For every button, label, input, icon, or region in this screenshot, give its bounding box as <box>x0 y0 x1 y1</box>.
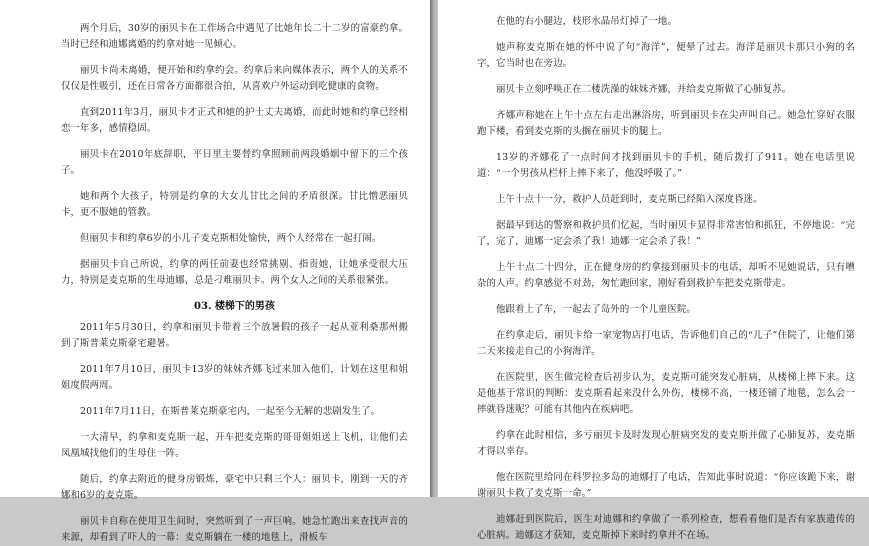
paragraph: 上午十点十一分，救护人员赶到时，麦克斯已经陷入深度昏迷。 <box>496 194 763 205</box>
paragraph: 2011年7月11日，在斯普莱克斯豪宅内，一起至今无解的悲剧发生了。 <box>80 406 380 417</box>
paragraph: 在医院里，医生做完检查后初步认为，麦克斯可能突发心脏病，从楼梯上摔下来。这是他基于常识的判断：麦克斯看起来没什么外伤，楼梯不高，一楼还铺了地毯，怎么会一摔就昏迷呢？可能有其他内在疾病吧。 <box>477 372 855 415</box>
paragraph: 在他的右小腿边，枝形水晶吊灯掉了一地。 <box>496 16 677 27</box>
paragraph: 丽贝卡尚未离婚，便开始和约拿约会。约拿后来向媒体表示，两个人的关系不仅仅是性吸引，还在日常各方面都很合拍，从喜欢户外运动到吃健康的食物。 <box>61 65 408 92</box>
paragraph: 丽贝卡自称在使用卫生间时，突然听到了一声巨响。她急忙跑出来查找声音的来源，却看到了吓人的一幕：麦克斯躺在一楼的地毯上，滑板车 <box>61 516 408 543</box>
paragraph: 齐娜声称她在上午十点左右走出淋浴房，听到丽贝卡在尖声叫自己。她急忙穿好衣服跑下楼，看到麦克斯的头搁在丽贝卡的腿上。 <box>477 110 855 137</box>
paragraph: 丽贝卡在2010年底辞职，平日里主要替约拿照顾前两段婚姻中留下的三个孩子。 <box>61 149 408 176</box>
paragraph: 13岁的齐娜花了一点时间才找到丽贝卡的手机，随后拨打了911。她在电话里说道：“一个男孩从栏杆上摔下来了，他没呼吸了。” <box>477 152 855 179</box>
paragraph: 2011年5月30日，约拿和丽贝卡带着三个放暑假的孩子一起从亚利桑那州搬到了斯普莱克斯豪宅避暑。 <box>61 322 408 349</box>
paragraph: 两个月后，30岁的丽贝卡在工作场合中遇见了比她年长二十二岁的富豪约拿。当时已经和迪娜离婚的约拿对她一见倾心。 <box>61 23 408 50</box>
paragraph: 约拿在此时相信，多亏丽贝卡及时发现心脏病突发的麦克斯并做了心肺复苏，麦克斯才得以幸存。 <box>477 430 855 457</box>
paragraph: 她和两个大孩子，特别是约拿的大女儿甘比之间的矛盾很深。甘比憎恶丽贝卡，更不服她的管教。 <box>61 191 408 218</box>
left-page <box>0 0 430 543</box>
paragraph: 据最早到达的警察和救护员们忆起，当时丽贝卡显得非常害怕和抓狂，不停地说：“完了，完了，迪娜一定会杀了我！迪娜一定会杀了我！” <box>477 220 855 247</box>
paragraph: 一大清早，约拿和麦克斯一起，开车把麦克斯的哥哥姐姐送上飞机，让他们去凤凰城找他们的生母住一阵。 <box>61 432 408 459</box>
paragraph: 但丽贝卡和约拿6岁的小儿子麦克斯相处愉快，两个人经常在一起打闹。 <box>80 233 382 244</box>
paragraph: 在约拿走后，丽贝卡给一家宠物店打电话，告诉他们自己的“儿子”住院了，让他们第二天来接走自己的小狗海洋。 <box>477 330 855 357</box>
right-page <box>438 0 869 541</box>
paragraph: 2011年7月10日，丽贝卡13岁的妹妹齐娜飞过来加入他们，计划在这里和姐姐度假两周。 <box>61 364 408 391</box>
page-gutter <box>430 0 438 497</box>
paragraph: 上午十点二十四分，正在健身房的约拿接到丽贝卡的电话，却听不见她说话，只有嘈杂的人声。约拿感觉不对劲，匆忙跑回家，刚好看到救护车把麦克斯带走。 <box>477 262 855 289</box>
paragraph: 她声称麦克斯在她的怀中说了句“海洋”，便晕了过去。海洋是丽贝卡那只小狗的名字，它当时也在旁边。 <box>477 42 855 69</box>
paragraph: 迪娜赶到医院后，医生对迪娜和约拿做了一系列检查，想看看他们是否有家族遗传的心脏病。迪娜这才获知，麦克斯掉下来时约拿并不在场。 <box>477 514 855 541</box>
paragraph: 丽贝卡立刻呼唤正在二楼洗澡的妹妹齐娜，并给麦克斯做了心肺复苏。 <box>496 84 792 95</box>
paragraph: 据丽贝卡自己所说，约拿的两任前妻也经常挑剔、指责她，让她承受很大压力，特别是麦克斯的生母迪娜，总是刁难丽贝卡。两个女人之间的关系很紧张。 <box>61 259 408 286</box>
paragraph: 他在医院里给同在科罗拉多岛的迪娜打了电话，告知此事时说道：“你应该跪下来，谢谢丽贝卡救了麦克斯一命。” <box>477 472 855 499</box>
paragraph: 直到2011年3月，丽贝卡才正式和她的护士丈夫离婚，而此时她和约拿已经相恋一年多，感情稳固。 <box>61 107 408 134</box>
paragraph: 他跟着上了车，一起去了岛外的一个儿童医院。 <box>496 304 697 315</box>
paragraph: 随后，约拿去附近的健身房锻炼，豪宅中只剩三个人：丽贝卡，刚到一天的齐娜和6岁的麦克斯。 <box>61 474 408 501</box>
section-heading: 03. 楼梯下的男孩 <box>194 301 275 312</box>
